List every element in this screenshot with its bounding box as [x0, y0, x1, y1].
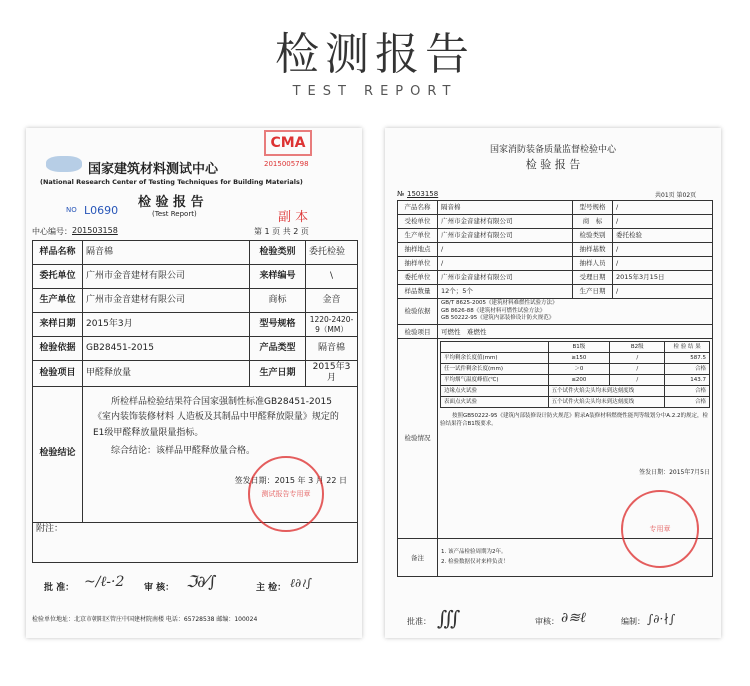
result-cell-name: 任一试件剩余长度(mm): [441, 364, 549, 375]
cell-label: 检验项目: [398, 325, 438, 339]
right-prepare-label: 编制：: [621, 617, 645, 626]
table-row: [33, 289, 358, 313]
basis-line: GB 8626-88《建筑材料可燃性试验方法》: [441, 307, 546, 314]
result-cell-value: 587.5: [665, 353, 710, 364]
cell-value: 广州市金音建材有限公司: [83, 289, 250, 313]
table-row: [398, 299, 713, 325]
center-no: 201503158: [72, 226, 118, 235]
table-row: [398, 243, 713, 257]
right-org-name: 国家消防装备质量监督检验中心: [489, 145, 616, 155]
page-info: 第 1 页 共 2 页: [254, 227, 309, 236]
cell-value: 12个；5个: [438, 285, 573, 299]
table-row: [398, 201, 713, 215]
org-name-en: (National Research Center of Testing Techniques for Building Materials): [40, 178, 303, 186]
cell-label: 型号规格: [250, 313, 306, 337]
cell-label: 抽样单位: [398, 257, 438, 271]
remark-line: 1. 该产品检验周期为2年。: [441, 548, 507, 555]
result-cell-name: 边缘点火试验: [441, 386, 549, 397]
cell-label: 抽样基数: [573, 243, 613, 257]
result-row: [441, 353, 710, 364]
cell-label: 来样日期: [33, 313, 83, 337]
approve-label: 批 准：: [44, 583, 75, 593]
cell-label: 生产单位: [398, 229, 438, 243]
center-no-label: 中心编号：: [32, 227, 72, 236]
conclusion-text: 所检样品检验结果符合国家强制性标准GB28451-2015《室内装饰装修材料 人造板及其制品中甲醛释放限量》规定的E1级甲醛释放量限量指标。: [93, 396, 339, 438]
remark-cell: 附注：: [33, 522, 358, 562]
result-cell-value: 合格: [665, 364, 710, 375]
cell-label: 受检单位: [398, 215, 438, 229]
result-cell-name: 表面点火试验: [441, 397, 549, 408]
cell-value: 甲醛释放量: [83, 361, 250, 387]
result-cell-name: 平均烟气温度峰值(℃): [441, 375, 549, 386]
table-row: [398, 285, 713, 299]
cell-label: 委托单位: [398, 271, 438, 285]
right-prepare-signature: ∫∂·∤∫: [647, 612, 676, 626]
result-cell-b2: /: [610, 364, 665, 375]
cell-label: 产品名称: [398, 201, 438, 215]
cell-value: 委托检验: [306, 241, 358, 265]
right-approve-label: 批准：: [407, 617, 431, 626]
cell-label: 检验类别: [573, 229, 613, 243]
right-issue-date: 签发日期：2015年7月5日: [639, 468, 710, 476]
cell-value: 广州市金音建材有限公司: [438, 215, 573, 229]
report-no-label: NO: [66, 206, 77, 214]
cell-label: 检验依据: [33, 337, 83, 361]
result-cell-name: 平均剩余长度值(mm): [441, 353, 549, 364]
cell-value: GB28451-2015: [83, 337, 250, 361]
right-report-document: [385, 128, 721, 638]
right-report-title: 检 验 报 告: [525, 158, 581, 171]
cell-label: 检验项目: [33, 361, 83, 387]
report-title-cn: 检 验 报 告: [138, 195, 204, 210]
table-row: [398, 325, 713, 339]
result-conclusion: 按照GB50222-95《建筑内部装修设计防火规范》附录A装修材料燃烧性能判等级划分中A.2.2的规定，检验结果符合B1级要求。: [440, 413, 708, 428]
cell-value: /: [613, 257, 713, 271]
result-row: [441, 397, 710, 408]
remark-line: 2. 检验数据仅对来样负责！: [441, 558, 509, 565]
result-header: 检 验 结 果: [665, 342, 710, 353]
review-signature: ℑ∂⁄∫: [186, 572, 217, 591]
header-title-cn: 检测报告: [275, 29, 475, 80]
report-seal-stamp: [248, 456, 324, 532]
table-row: [33, 241, 358, 265]
result-table: [440, 341, 710, 408]
result-row: [441, 375, 710, 386]
cell-value: 广州市金音建材有限公司: [83, 265, 250, 289]
cell-value: /: [613, 243, 713, 257]
result-header: B2级: [610, 342, 665, 353]
cell-value: /: [613, 201, 713, 215]
table-row: [398, 215, 713, 229]
cell-value: 2015年3月: [306, 361, 358, 387]
cell-value: 广州市金音建材有限公司: [438, 229, 573, 243]
cell-label: 型号规格: [573, 201, 613, 215]
org-logo-icon: [46, 156, 82, 172]
result-cell-b1: ≥150: [548, 353, 610, 364]
right-no-value: 1503158: [407, 190, 439, 198]
table-row: [398, 271, 713, 285]
report-title-en: (Test Report): [152, 210, 197, 218]
table-row: [33, 522, 358, 562]
cell-label: 检验情况: [398, 339, 438, 539]
issue-date: 签发日期：2015 年 3 月 22 日: [234, 475, 347, 485]
result-cell-b2: /: [610, 353, 665, 364]
cell-label: 检验类别: [250, 241, 306, 265]
basis-cell: [438, 299, 713, 325]
result-cell-b1: 五个试件火焰尖头均未到达刻度线: [548, 397, 665, 408]
cell-value: 委托检验: [613, 229, 713, 243]
check-label: 主 检：: [256, 583, 287, 593]
cell-value: 隔音棉: [83, 241, 250, 265]
cell-label: 生产日期: [250, 361, 306, 387]
result-cell-b1: 五个试件火焰尖头均未到达刻度线: [548, 386, 665, 397]
right-no-label: №: [397, 190, 405, 198]
cell-value: 隔音棉: [438, 201, 573, 215]
copy-mark: 副 本: [278, 210, 309, 225]
header-title-en: TEST REPORT: [292, 84, 458, 99]
result-cell-value: 合格: [665, 397, 710, 408]
cell-value: \: [306, 265, 358, 289]
cell-label: 委托单位: [33, 265, 83, 289]
cma-stamp: CMA: [264, 130, 312, 156]
table-row: [398, 257, 713, 271]
conclusion-summary: 综合结论：该样品甲醛释放量合格。: [111, 445, 256, 456]
page-header: [0, 18, 750, 99]
basis-line: GB 50222-95《建筑内部装修设计防火规范》: [441, 315, 555, 322]
table-row: [33, 265, 358, 289]
items-cell: 可燃性 难燃性: [438, 325, 713, 339]
cell-label: 样品数量: [398, 285, 438, 299]
right-approve-signature: ∭: [437, 606, 461, 630]
review-label: 审 核：: [144, 583, 175, 593]
right-seal-stamp: [621, 490, 699, 568]
cell-label: 商标: [250, 289, 306, 313]
result-row: [441, 364, 710, 375]
table-row: [398, 229, 713, 243]
result-header-row: [441, 342, 710, 353]
cell-label: 来样编号: [250, 265, 306, 289]
seal-text: 专用章: [649, 524, 671, 533]
table-row: [33, 313, 358, 337]
cell-label: 抽样人员: [573, 257, 613, 271]
cell-label: 备注: [398, 539, 438, 577]
cell-value: 1220-2420-9（MM）: [306, 313, 358, 337]
cell-value: /: [438, 257, 573, 271]
right-review-label: 审核：: [535, 617, 559, 626]
table-row: [33, 361, 358, 387]
result-header: B1级: [548, 342, 610, 353]
cell-value: /: [613, 215, 713, 229]
cell-label: 生产日期: [573, 285, 613, 299]
cma-number: 2015005798: [264, 160, 309, 168]
approve-signature: ~∕ℓ-·2: [84, 574, 125, 590]
cell-value: 2015年3月: [83, 313, 250, 337]
result-header: [441, 342, 549, 353]
cell-label: 商 标: [573, 215, 613, 229]
report-no-value: L0690: [84, 204, 119, 217]
cell-label: 生产单位: [33, 289, 83, 313]
cell-value: 广州市金音建材有限公司: [438, 271, 573, 285]
result-cell-b1: ≤200: [548, 375, 610, 386]
seal-text: 测试报告专用章: [261, 489, 311, 498]
cell-value: 金音: [306, 289, 358, 313]
result-cell-b2: /: [610, 375, 665, 386]
cell-value: 2015年3月15日: [613, 271, 713, 285]
result-cell-value: 合格: [665, 386, 710, 397]
address-footer: 检验单位地址：北京市朝阳区管庄中国建材院南楼 电话：65728538 邮编：100024: [32, 616, 258, 623]
table-row: [33, 337, 358, 361]
check-signature: ℓ∂≀∫: [290, 576, 312, 590]
result-cell-b1: ＞0: [548, 364, 610, 375]
result-cell-value: 143.7: [665, 375, 710, 386]
left-report-document: [26, 128, 362, 638]
cell-value: /: [438, 243, 573, 257]
cell-value: /: [613, 285, 713, 299]
cell-label: 抽样地点: [398, 243, 438, 257]
result-row: [441, 386, 710, 397]
org-name-cn: 国家建筑材料测试中心: [88, 162, 219, 177]
right-review-signature: ∂≋ℓ: [561, 610, 586, 626]
basis-line: GB/T 8625-2005《建筑材料难燃性试验方法》: [441, 300, 558, 306]
right-page-info: 共01页 第02页: [655, 192, 697, 199]
cell-label: 样品名称: [33, 241, 83, 265]
cell-label: 受理日期: [573, 271, 613, 285]
cell-value: 隔音棉: [306, 337, 358, 361]
cell-label: 检验依据: [398, 299, 438, 325]
cell-label: 检验结论: [33, 386, 83, 522]
cell-label: 产品类型: [250, 337, 306, 361]
